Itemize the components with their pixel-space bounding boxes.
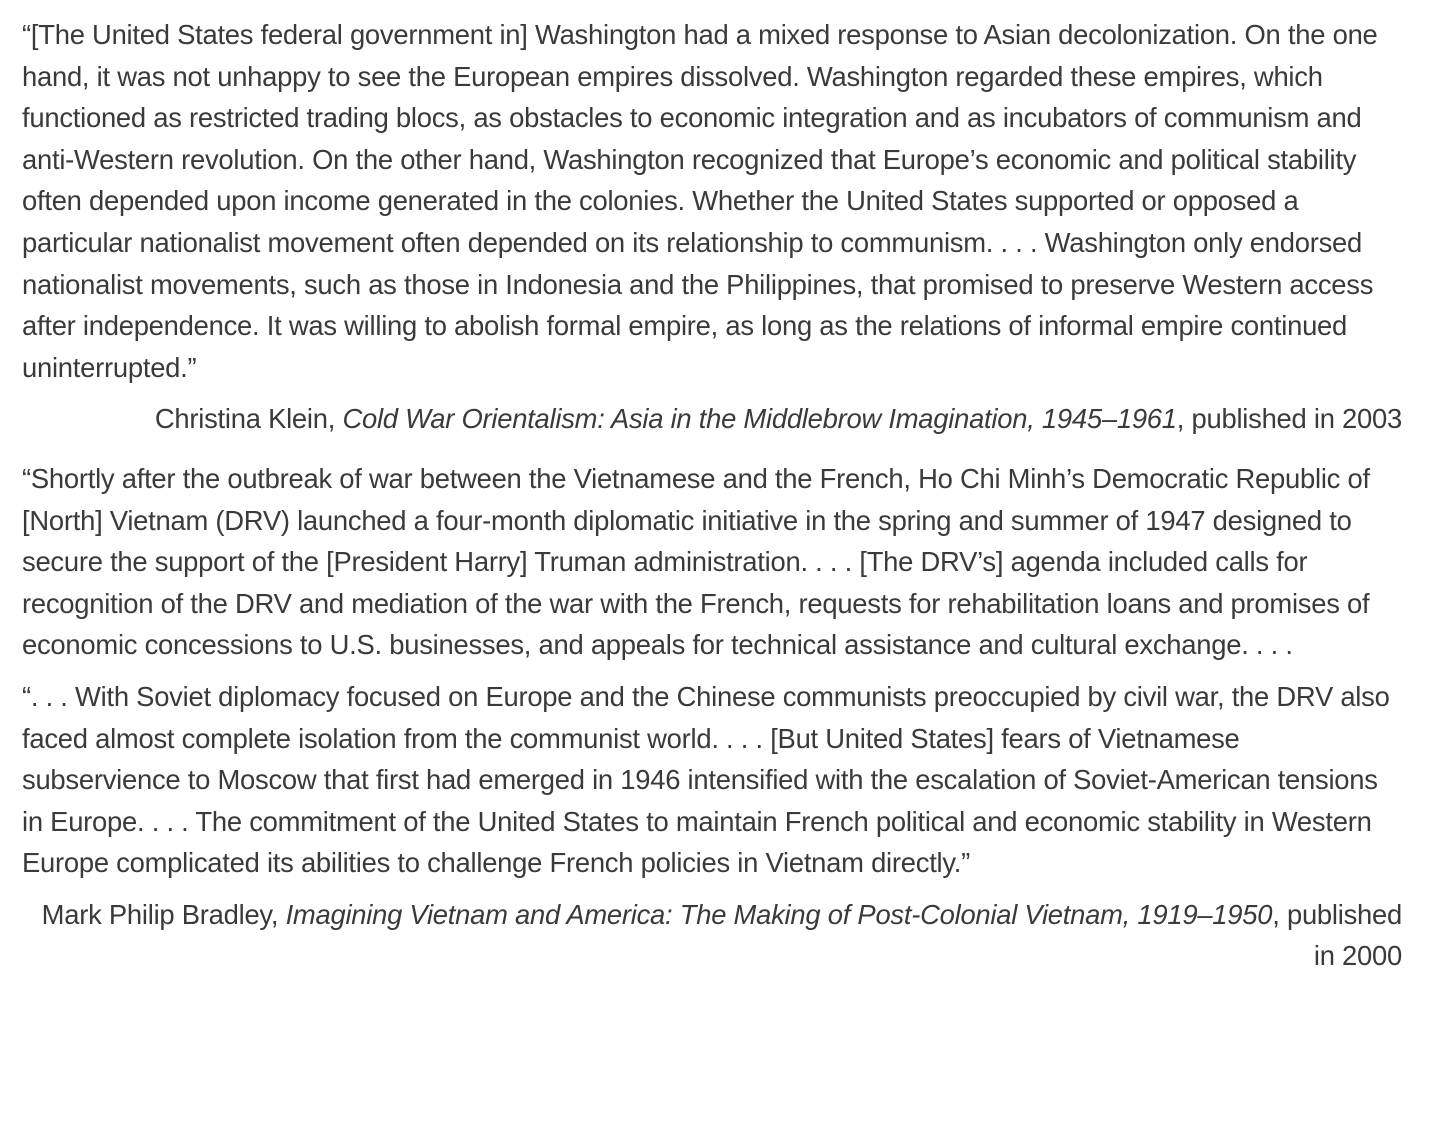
quote-paragraph: “[The United States federal government in] Washington had a mixed response to Asian decolonization. On the one hand, it was not unhappy to see the European empires dissolved. Washington regarded these empires, which functioned as restricted trading blocs, as obstacles to economic integration and as incubators of communism and anti-Western revolution. On the other hand, Washington recognized that Europe’s economic and political stability often depended upon income generated in the colonies. Whether the United States supported or opposed a particular nationalist movement often depended on its relationship to communism. . . . Washington only endorsed nationalist movements, such as those in Indonesia and the Philippines, that promised to preserve Western access after independence. It was willing to abolish formal empire, as long as the relations of informal empire continued uninterrupted.” xyxy=(22,19,1378,383)
source-author: Christina Klein, xyxy=(154,403,343,435)
quote-paragraph: “Shortly after the outbreak of war between the Vietnamese and the French, Ho Chi Minh’s Democratic Republic of [North] Vietnam (DRV) launched a four-month diplomatic initiative in the spring and summer of 1947 designed to secure the support of the [President Harry] Truman administration. . . . [The DRV’s] agenda included calls for recognition of the DRV and mediation of the war with the French, requests for rehabilitation loans and promises of economic concessions to U.S. businesses, and appeals for technical assistance and cultural exchange. . . . xyxy=(22,462,1370,661)
source-title: Imagining Vietnam and America: The Making of Post-Colonial Vietnam, 1919–1950 xyxy=(285,898,1273,930)
source-published: , published in 2000 xyxy=(1272,898,1402,972)
source-attribution xyxy=(22,894,1402,977)
source-author: Mark Philip Bradley, xyxy=(41,898,286,930)
excerpt-bradley xyxy=(22,458,1402,977)
source-title: Cold War Orientalism: Asia in the Middlebrow Imagination, 1945–1961 xyxy=(342,403,1177,435)
source-published: , published in 2003 xyxy=(1176,403,1402,435)
source-attribution xyxy=(22,398,1402,440)
quote-paragraph: “. . . With Soviet diplomacy focused on Europe and the Chinese communists preoccupied by civil war, the DRV also faced almost complete isolation from the communist world. . . . [But United States] fears of Vietnamese subservience to Moscow that first had emerged in 1946 intensified with the escalation of Soviet-American tensions in Europe. . . . The commitment of the United States to maintain French political and economic stability in Western Europe complicated its abilities to challenge French policies in Vietnam directly.” xyxy=(22,680,1390,879)
excerpt-klein xyxy=(22,14,1402,440)
